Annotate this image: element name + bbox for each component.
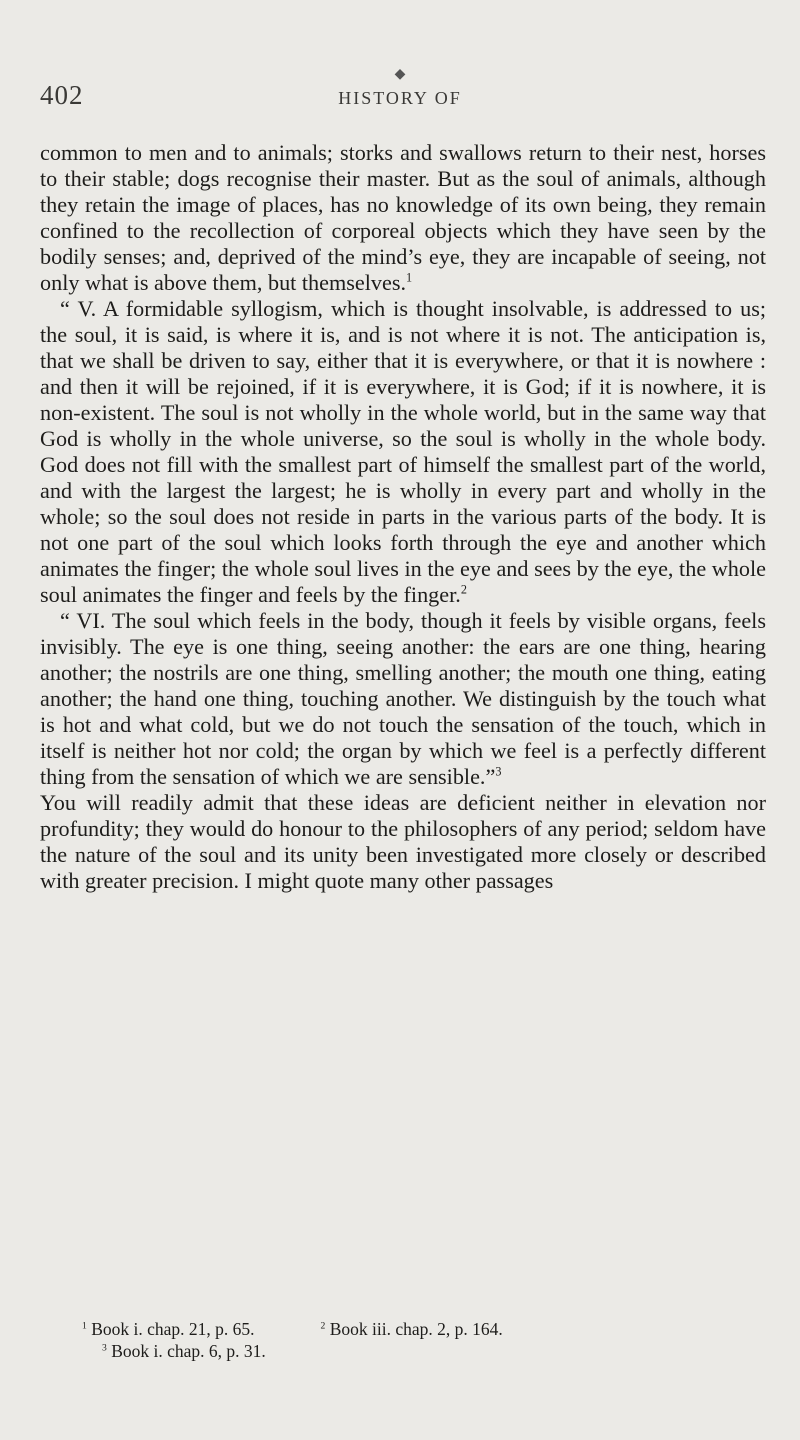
paragraph: You will readily admit that these ideas are deficient neither in elevation nor profundity; they would do honour to the philosophers of any period; seldom have the nature of the soul and its unity been investigated more closely or described with greater precision. I might quote many other passages [40,790,766,893]
footnote: $^1$ Book i. chap. 21, p. 65. [82,1319,255,1339]
footnote-marker: 3 [495,764,502,779]
page-number: 402 [40,80,84,110]
footnote-marker: 2 [460,582,467,597]
running-head: HISTORY OF [338,88,462,108]
footnotes [40,1318,766,1362]
ink-mark: ◆ [394,67,406,82]
paragraph: “ VI. The soul which feels in the body, though it feels by visible organs, feels invisibly. The eye is one thing, seeing another: the ears are one thing, hearing another; the nostrils are one thing, smelling another; the mouth one thing, eating another; the hand one thing, touching another. We distinguish by the touch what is hot and what cold, but we do not touch the sensation of the touch, which in itself is neither hot nor cold; the organ by which we feel is a perfectly different thing from the sensation of which we are sensible.”$^3$ [40,608,766,789]
body-text [40,140,766,894]
footnote: $^3$ Book i. chap. 6, p. 31. [102,1341,266,1361]
paragraph: common to men and to animals; storks and swallows return to their nest, horses to their stable; dogs recognise their master. But as the soul of animals, although they retain the image of places, has no knowledge of its own being, they remain confined to the recollection of corporeal objects which they have seen by the bodily senses; and, deprived of the mind’s eye, they are incapable of seeing, not only what is above them, but themselves.$^1$ [40,140,766,295]
footnote-marker: 1 [406,270,413,285]
page-header [0,67,800,120]
paragraph: “ V. A formidable syllogism, which is thought insolvable, is addressed to us; the soul, it is said, is where it is, and is not where it is not. The anticipation is, that we shall be driven to say, either that it is everywhere, or that it is nowhere : and then it will be rejoined, if it is everywhere, it is God; if it is nowhere, it is non-existent. The soul is not wholly in the whole world, but in the same way that God is wholly in the whole universe, so the soul is wholly in the whole body. God does not fill with the smallest part of himself the smallest part of the world, and with the largest the largest; he is wholly in every part and wholly in the whole; so the soul does not reside in parts in the various parts of the body. It is not one part of the soul which looks forth through the eye and another which animates the finger; the whole soul lives in the eye and sees by the eye, the whole soul animates the finger and feels by the finger.$^2$ [40,296,766,607]
footnote: $^2$ Book iii. chap. 2, p. 164. [320,1319,503,1339]
